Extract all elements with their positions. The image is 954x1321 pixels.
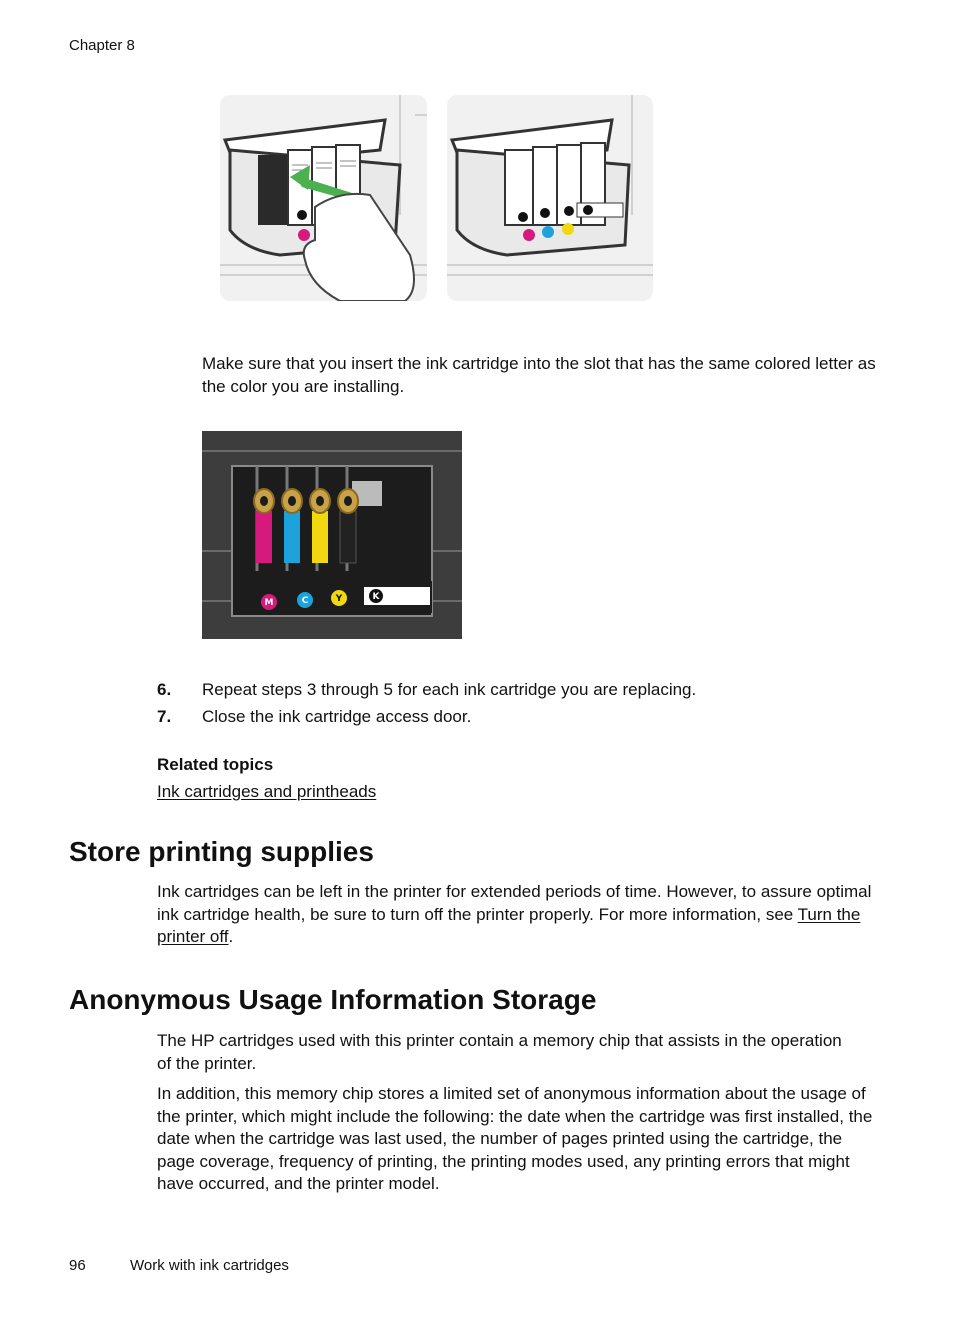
store-text: Ink cartridges can be left in the printer for extended periods of time. However, to assure optimal ink cartridge health, be sure to turn off the printer properly. For more information, see [157, 882, 872, 924]
link-turn-the-printer-off[interactable]: Turn the printer off [157, 904, 861, 946]
figure-cartridge-slots [202, 431, 462, 639]
step-number: 7. [157, 707, 172, 726]
step-number: 6. [157, 680, 172, 699]
slot-label-c: C [301, 596, 309, 606]
step-text: Repeat steps 3 through 5 for each ink cartridge you are replacing. [202, 680, 697, 699]
related-topics-heading: Related topics [157, 755, 274, 774]
chapter-header: Chapter 8 [69, 37, 135, 54]
heading-anonymous-usage: Anonymous Usage Information Storage [69, 984, 597, 1015]
heading-store-printing-supplies: Store printing supplies [69, 836, 374, 867]
anon-paragraph-2: In addition, this memory chip stores a limited set of anonymous information about the usage of the printer, which might include the following: the date when the cartridge was first installed, the date when the cartridge was last used, the number of pages printed using the cartridge, the page coverage, frequency of printing, the printing modes used, any printing errors that might have occurred, and the printer model. [157, 1084, 873, 1193]
store-text-end: . [228, 927, 234, 946]
list-item [157, 676, 696, 703]
slot-label-k: K [372, 592, 380, 602]
figure-installed-cartridges [447, 95, 653, 301]
page-number: 96 [69, 1257, 86, 1274]
figure-insert-cartridge [220, 95, 427, 301]
slot-label-m: M [264, 598, 274, 608]
slot-instruction-paragraph: Make sure that you insert the ink cartridge into the slot that has the same colored letter as the color you are installing. [202, 354, 876, 396]
footer-section-title: Work with ink cartridges [130, 1257, 289, 1274]
steps-list [157, 676, 696, 730]
anon-paragraph-1: The HP cartridges used with this printer contain a memory chip that assists in the operation of the printer. [157, 1031, 842, 1073]
store-paragraph [157, 881, 877, 949]
slot-label-y: Y [335, 594, 343, 604]
step-text: Close the ink cartridge access door. [202, 707, 472, 726]
link-ink-cartridges-and-printheads[interactable]: Ink cartridges and printheads [157, 782, 377, 801]
list-item [157, 703, 696, 730]
